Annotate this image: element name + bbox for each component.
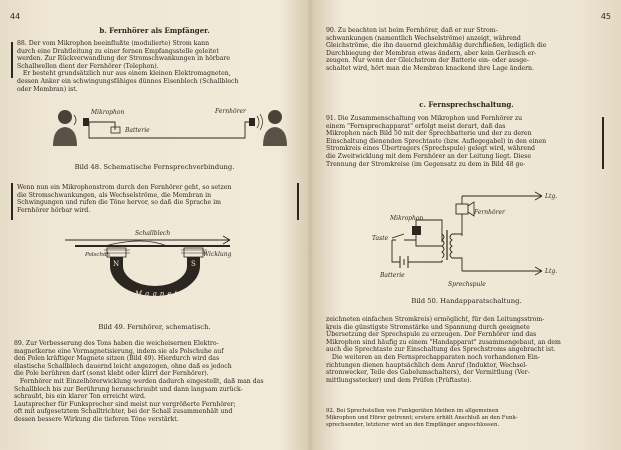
mic-device <box>83 118 89 126</box>
paragraph-88: 88. Der vom Mikrophon beeinflußte (modulierte) Strom kann durch eine Drahtleitung zu einer fernen Empfangsstelle geleitet werden. Zur Rückverwandlung der Stromschwankungen in hörbare Schallwellen dient der Fernhörer (Telephon). Er besteht grundsätzlich nur aus einem kleinen Elektromagneten, dessen Anker ein schwingungsfähiges dünnes Eisenblech (Schallblech oder Membran) ist. <box>17 40 239 93</box>
figure-49 <box>55 226 265 318</box>
receiver-label: Fernhörer <box>215 108 246 115</box>
key-label: Taste <box>372 235 389 242</box>
s-label: S <box>191 260 196 268</box>
pole-label: Polschuh <box>85 252 111 258</box>
ltg-bottom-label: Ltg. <box>545 268 558 275</box>
paragraph-90: 90. Zu beachten ist beim Fernhörer, daß er nur Strom- schwankungen (namentlich Wechselströme) anzeigt, während Gleichströme, die ihn dauernd gleichmäßig durchfließen, lediglich die Durchbiegung der Membran etwas ändern, aber kein Geräusch er- zeugen. Nur wenn der Gleichstrom der Batterie ein- oder ausge- schaltet wird, hört man die Membran knackend ihre Lage ändern. <box>326 27 547 72</box>
box-text: Wenn nun ein Mikrophonstrom durch den Fernhörer geht, so setzen die Stromschwankungen, als Wechselströme, die Membran in Schwingungen und rufen die Töne hervor, so daß die Sprache im Fernhörer hörbar wird. <box>17 184 232 214</box>
right-page <box>312 0 621 450</box>
left-page <box>0 0 309 450</box>
page-number-left: 44 <box>10 12 21 21</box>
plate-label: Schallblech <box>135 230 171 237</box>
mic-symbol <box>412 226 421 235</box>
battery-symbol-50 <box>400 256 408 268</box>
coil-label: Sprechspule <box>448 281 486 288</box>
coil-secondary <box>450 234 452 258</box>
figure-50-caption: Bild 50. Handapparatschaltung. <box>411 297 522 305</box>
speaker-body <box>53 127 77 146</box>
battery-label: Batterie <box>125 127 150 134</box>
n-label: N <box>113 260 120 268</box>
paragraph-continued: zeichneten einfachen Stromkreis) ermöglicht, für den Leitungsstrom- kreis die günstigste Stromstärke und Spannung durch geeignete Übersetzung der Sprechspule zu erzeugen. Der Fernhörer und das Mikrophon sind häufig zu einem "Handapparat" zusammengebaut, an dem auch die Sprechtaste zur Einschaltung des Sprechstroms angebracht ist. Die weiteren an den Fernsprechapparaten noch vorhandenen Ein- richtungen dienen hauptsächlich dem Anruf (Induktor, Wechsel- stromwecker, Teile des Gabelumschalters), der Vermittlung (Ver- mittlungsstecker) und dem Prüfen (Prüftaste). <box>326 316 561 384</box>
mic-label-50: Mikrophon <box>390 215 424 222</box>
listener-body <box>263 127 287 146</box>
margin-bar <box>11 42 13 78</box>
battery-symbol <box>111 127 120 133</box>
figure-48 <box>45 100 295 158</box>
pole-shoe-right <box>184 248 203 257</box>
page-number-right: 45 <box>600 12 611 21</box>
box-bar-right <box>297 183 299 220</box>
magnet-label: Magnet <box>135 290 181 298</box>
figure-49-caption: Bild 49. Fernhörer, schematisch. <box>98 323 211 331</box>
margin-bar-right <box>602 117 604 169</box>
box-bar-left <box>11 183 13 220</box>
winding-label: Wicklung <box>203 251 232 258</box>
section-heading-b: b. Fernhörer als Empfänger. <box>99 26 210 35</box>
ltg-top-label: Ltg. <box>545 193 558 200</box>
section-heading-c: c. Fernsprechschaltung. <box>419 100 514 109</box>
receiver-label-50: Fernhörer <box>474 209 505 216</box>
listener-head <box>268 110 282 124</box>
mic-label: Mikrophon <box>91 109 125 116</box>
paragraph-92: 92. Bei Sprechstellen von Funkgeräten bleiben im allgemeinen Mikrophon und Hörer getrennt; erstere erhält Anschluß an den Funk- sprechsender, letzterer wird an den Empfänger angeschlossen. <box>326 408 518 428</box>
speaker-head <box>58 110 72 124</box>
receiver-device <box>249 118 255 126</box>
figure-50 <box>352 176 582 296</box>
receiver-symbol <box>456 204 468 214</box>
battery-label-50: Batterie <box>380 272 405 279</box>
figure-48-caption: Bild 48. Schematische Fernsprechverbindung. <box>74 163 235 171</box>
paragraph-89: 89. Zur Verbesserung des Tons haben die weicheisernen Elektro- magnetkerne eine Vormagnetisierung, indem sie als Polschuhe auf den Polen kräftiger Magnete sitzen (Bild 49). Hierdurch wird das elastische Schallblech dauernd leicht angezogen, ohne daß es jedoch die Pole berühren darf (sonst klebt oder klirrt der Fernhörer). Fernhörer mit Einzelhörerwicklung werden dadurch eingestellt, daß man das Schallblech bis zur Berührung heranschraubt und dann langsam zurück- schraubt, bis ein klarer Ton erreicht wird. Lautsprecher für Funksprecher sind meist nur vergrößerte Fernhörer; oft mit aufgesetztem Schalltrichter, bei der Schall zusammenhält und dessen bessere Wirkung die tieferen Töne verstärkt. <box>14 340 264 423</box>
paragraph-91: 91. Die Zusammenschaltung von Mikrophon und Fernhörer zu einem "Fernsprechapparat" erfolgt meist derart, daß das Mikrophon nach Bild 50 mit der Sprechbatterie und der zu deren Einschaltung dienenden Sprechtaste (bzw. Auflegegabel) in den einen Stromkreis eines Übertragers (Sprechspule) gelegt wird, während die Zweitwicklung mit dem Fernhörer an der Leitung liegt. Diese Trennung der Stromkreise (im Gegensatz zu dem in Bild 48 ge- <box>326 115 547 168</box>
